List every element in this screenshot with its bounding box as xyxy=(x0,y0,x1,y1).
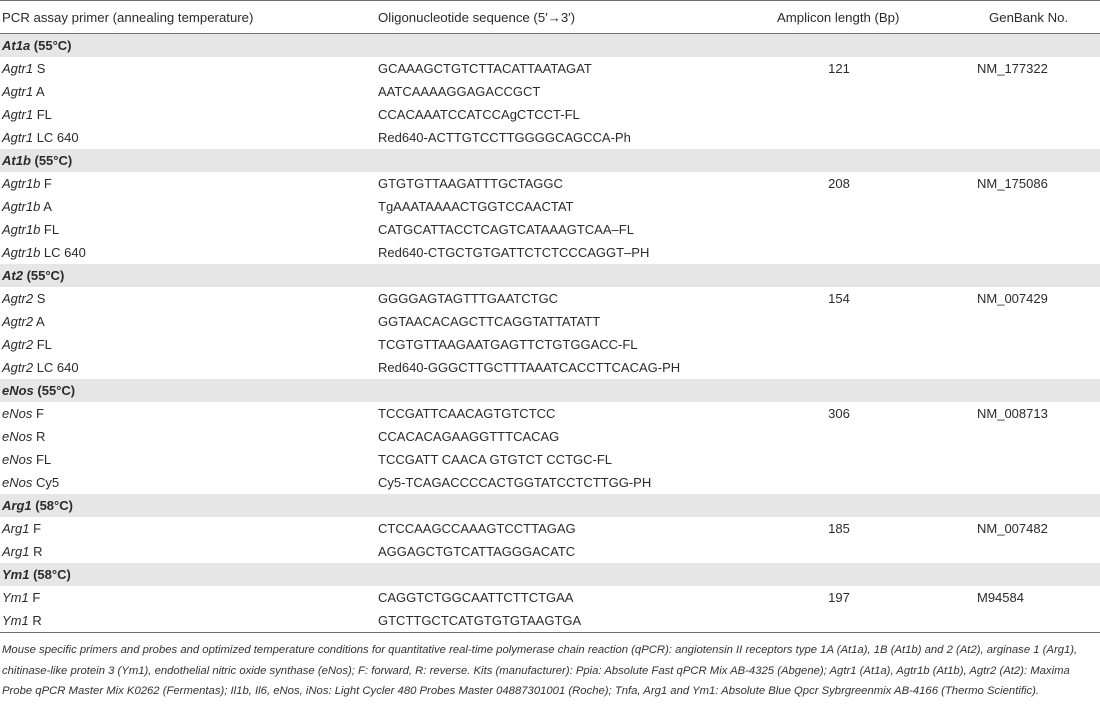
primer-cell xyxy=(0,586,376,609)
primer-type: R xyxy=(28,613,42,628)
amplicon-cell xyxy=(777,356,972,379)
primer-cell xyxy=(0,241,376,264)
primer-cell xyxy=(0,517,376,540)
table-row xyxy=(0,586,1100,609)
group-name: Ym1 xyxy=(2,567,30,582)
genbank-value: NM_007482 xyxy=(977,521,1048,536)
group-name: At1b xyxy=(2,153,31,168)
genbank-cell xyxy=(972,287,1100,310)
gene-name: Agtr2 xyxy=(2,314,34,329)
group-row xyxy=(0,494,1100,517)
primer-cell xyxy=(0,80,376,103)
primer-cell xyxy=(0,402,376,425)
sequence-cell: Red640-ACTTGTCCTTGGGGCAGCCA-Ph xyxy=(378,130,631,145)
table-row xyxy=(0,333,1100,356)
genbank-cell xyxy=(972,57,1100,80)
genbank-value: NM_008713 xyxy=(977,406,1048,421)
sequence-cell: GGTAACACAGCTTCAGGTATTATATT xyxy=(378,314,601,329)
sequence-cell: TCCGATTCAACAGTGTCTCC xyxy=(378,406,556,421)
gene-name: Agtr1b xyxy=(2,199,41,214)
group-label xyxy=(0,494,1100,517)
gene-name: Agtr1 xyxy=(2,84,34,99)
primer-type: LC 640 xyxy=(33,130,79,145)
amplicon-cell xyxy=(777,402,972,425)
genbank-cell xyxy=(972,333,1100,356)
table-row xyxy=(0,80,1100,103)
primer-type: F xyxy=(40,176,52,191)
amplicon-cell xyxy=(777,310,972,333)
table-caption: Mouse specific primers and probes and optimized temperature conditions for quantitative real-time polymerase chain reaction (qPCR): angiotensin II receptors type 1A (At1a), 1B (At1b) and 2 (At2), arginase 1 (Arg1), chitinase-like protein 3 (Ym1), endothelial nitric oxide synthase (eNos); F: forward, R: reverse. Kits (manufacturer): Ppia: Absolute Fast qPCR Mix AB-4325 (Abgene); Agtr1 (At1a), Agtr1b (At1b), Agtr2 (At2): Maxima Probe qPCR Master Mix K0262 (Fermentas); Il1b, Il6, eNos, iNos: Light Cycler 480 Probes Master 04887301001 (Roche); Tnfa, Arg1 and Ym1: Absolute Blue Qpcr Sybrgreenmix AB-4166 (Thermo Scientific). xyxy=(2,644,1078,697)
amplicon-cell xyxy=(777,471,972,494)
genbank-cell xyxy=(972,356,1100,379)
primer-cell xyxy=(0,333,376,356)
table-header xyxy=(0,1,1100,34)
group-name: At1a xyxy=(2,38,31,53)
sequence-cell: GTCTTGCTCATGTGTGTAAGTGA xyxy=(376,609,777,633)
sequence-cell: CTCCAAGCCAAAGTCCTTAGAG xyxy=(378,521,576,536)
group-row xyxy=(0,34,1100,58)
genbank-cell xyxy=(972,471,1100,494)
genbank-cell xyxy=(972,517,1100,540)
primer-cell xyxy=(0,448,376,471)
amplicon-cell xyxy=(777,540,972,563)
table-row xyxy=(0,172,1100,195)
primer-cell xyxy=(0,471,376,494)
primer-cell xyxy=(0,57,376,80)
gene-name: Ym1 xyxy=(2,613,29,628)
gene-name: eNos xyxy=(2,475,33,490)
amplicon-cell xyxy=(777,287,972,310)
primer-cell xyxy=(0,218,376,241)
table-row xyxy=(0,471,1100,494)
genbank-cell xyxy=(972,172,1100,195)
header-genbank: GenBank No. xyxy=(972,1,1100,34)
table-row xyxy=(0,195,1100,218)
amplicon-cell xyxy=(777,126,972,149)
table-row xyxy=(0,609,1100,633)
group-label xyxy=(0,149,1100,172)
group-temperature: (58°C) xyxy=(29,567,71,582)
primer-cell xyxy=(0,287,376,310)
group-label xyxy=(0,379,1100,402)
genbank-value: M94584 xyxy=(977,590,1024,605)
amplicon-cell xyxy=(777,609,972,633)
table-row xyxy=(0,517,1100,540)
amplicon-cell xyxy=(777,103,972,126)
genbank-value: NM_175086 xyxy=(977,176,1048,191)
amplicon-value: 121 xyxy=(828,61,850,76)
sequence-cell: CCACAAATCCATCCAgCTCCT-FL xyxy=(378,107,580,122)
primer-cell xyxy=(0,356,376,379)
primer-cell xyxy=(0,540,376,563)
primer-cell xyxy=(0,310,376,333)
genbank-cell xyxy=(972,80,1100,103)
group-temperature: (58°C) xyxy=(31,498,73,513)
amplicon-value: 154 xyxy=(828,291,850,306)
header-row xyxy=(0,1,1100,34)
primer-type: FL xyxy=(40,222,60,237)
table-row xyxy=(0,241,1100,264)
sequence-cell: TCCGATT CAACA GTGTCT CCTGC-FL xyxy=(378,452,613,467)
genbank-cell xyxy=(972,448,1100,471)
primer-type: FL xyxy=(33,107,52,122)
sequence-cell: AATCAAAAGGAGACCGCT xyxy=(378,84,541,99)
group-temperature: (55°C) xyxy=(30,38,72,53)
gene-name: eNos xyxy=(2,406,33,421)
table-row xyxy=(0,448,1100,471)
genbank-cell xyxy=(972,540,1100,563)
group-label xyxy=(0,264,1100,287)
sequence-cell: AGGAGCTGTCATTAGGGACATC xyxy=(378,544,576,559)
gene-name: Ym1 xyxy=(2,590,29,605)
group-row xyxy=(0,149,1100,172)
table-body xyxy=(0,34,1100,633)
header-sequence: Oligonucleotide sequence (5′→3′) xyxy=(376,1,777,34)
primer-type: LC 640 xyxy=(40,245,86,260)
primer-cell xyxy=(0,172,376,195)
amplicon-cell xyxy=(777,57,972,80)
primer-type: F xyxy=(29,521,42,536)
primer-type: R xyxy=(29,544,43,559)
gene-name: Agtr1 xyxy=(2,61,34,76)
genbank-cell xyxy=(972,586,1100,609)
genbank-cell xyxy=(972,425,1100,448)
header-amplicon: Amplicon length (Bp) xyxy=(777,1,972,34)
genbank-value: NM_177322 xyxy=(977,61,1048,76)
table-row xyxy=(0,126,1100,149)
gene-name: Agtr2 xyxy=(2,337,34,352)
primer-cell xyxy=(0,195,376,218)
amplicon-value: 306 xyxy=(828,406,850,421)
primer-type: A xyxy=(40,199,52,214)
group-row xyxy=(0,563,1100,586)
primer-type: FL xyxy=(32,452,52,467)
genbank-cell xyxy=(972,402,1100,425)
gene-name: eNos xyxy=(2,429,33,444)
gene-name: Agtr2 xyxy=(2,291,34,306)
sequence-cell: Cy5-TCAGACCCCACTGGTATCCTCTTGG-PH xyxy=(378,475,652,490)
group-name: At2 xyxy=(2,268,23,283)
genbank-cell xyxy=(972,241,1100,264)
primer-cell xyxy=(0,425,376,448)
genbank-value: NM_007429 xyxy=(977,291,1048,306)
primer-cell xyxy=(0,103,376,126)
primer-type: S xyxy=(33,291,46,306)
table-row xyxy=(0,425,1100,448)
amplicon-cell xyxy=(777,195,972,218)
sequence-cell: TCGTGTTAAGAATGAGTTCTGTGGACC-FL xyxy=(378,337,638,352)
amplicon-cell xyxy=(777,218,972,241)
primer-type: Cy5 xyxy=(32,475,60,490)
table-row xyxy=(0,310,1100,333)
primer-type: F xyxy=(28,590,41,605)
primer-type: LC 640 xyxy=(33,360,79,375)
group-temperature: (55°C) xyxy=(22,268,65,283)
genbank-cell xyxy=(972,103,1100,126)
table-row xyxy=(0,103,1100,126)
sequence-cell: GGGGAGTAGTTTGAATCTGC xyxy=(378,291,559,306)
gene-name: Agtr1 xyxy=(2,130,34,145)
amplicon-cell xyxy=(777,425,972,448)
primer-type: A xyxy=(33,84,45,99)
table-row xyxy=(0,287,1100,310)
sequence-cell: Red640-GGGCTTGCTTTAAATCACCTTCACAG-PH xyxy=(378,360,681,375)
table-row xyxy=(0,57,1100,80)
primer-type: F xyxy=(32,406,44,421)
group-temperature: (55°C) xyxy=(33,383,76,398)
table-row xyxy=(0,356,1100,379)
group-name: Arg1 xyxy=(2,498,32,513)
primer-type: A xyxy=(33,314,45,329)
sequence-cell: CATGCATTACCTCAGTCATAAAGTCAA–FL xyxy=(378,222,634,237)
sequence-cell: CCACACAGAAGGTTTCACAG xyxy=(378,429,560,444)
amplicon-value: 208 xyxy=(828,176,850,191)
group-label xyxy=(0,563,1100,586)
amplicon-cell xyxy=(777,517,972,540)
primer-type: S xyxy=(33,61,46,76)
amplicon-cell xyxy=(777,448,972,471)
gene-name: Agtr1b xyxy=(2,222,41,237)
amplicon-cell xyxy=(777,80,972,103)
primer-type: FL xyxy=(33,337,52,352)
table-row xyxy=(0,402,1100,425)
primer-type: R xyxy=(32,429,46,444)
genbank-cell xyxy=(972,126,1100,149)
primer-cell xyxy=(0,126,376,149)
primer-cell xyxy=(0,609,376,633)
sequence-cell: Red640-CTGCTGTGATTCTCTCCCAGGT–PH xyxy=(378,245,650,260)
genbank-cell xyxy=(972,195,1100,218)
table-row xyxy=(0,218,1100,241)
group-label xyxy=(0,34,1100,58)
gene-name: Agtr1 xyxy=(2,107,34,122)
group-temperature: (55°C) xyxy=(30,153,73,168)
group-name: eNos xyxy=(2,383,34,398)
genbank-cell xyxy=(972,609,1100,633)
gene-name: Arg1 xyxy=(2,544,30,559)
group-row xyxy=(0,264,1100,287)
amplicon-cell xyxy=(777,333,972,356)
sequence-cell: CAGGTCTGGCAATTCTTCTGAA xyxy=(378,590,574,605)
genbank-cell xyxy=(972,310,1100,333)
amplicon-cell xyxy=(777,586,972,609)
sequence-cell: GTGTGTTAAGATTTGCTAGGC xyxy=(378,176,563,191)
sequence-cell: TgAAATAAAACTGGTCCAACTAT xyxy=(378,199,574,214)
gene-name: Arg1 xyxy=(2,521,30,536)
gene-name: Agtr1b xyxy=(2,176,41,191)
table-row xyxy=(0,540,1100,563)
group-row xyxy=(0,379,1100,402)
gene-name: Agtr1b xyxy=(2,245,41,260)
sequence-cell: GCAAAGCTGTCTTACATTAATAGAT xyxy=(378,61,592,76)
gene-name: eNos xyxy=(2,452,33,467)
genbank-cell xyxy=(972,218,1100,241)
amplicon-value: 185 xyxy=(828,521,850,536)
amplicon-cell xyxy=(777,172,972,195)
header-primer: PCR assay primer (annealing temperature) xyxy=(0,1,376,34)
gene-name: Agtr2 xyxy=(2,360,34,375)
amplicon-value: 197 xyxy=(828,590,850,605)
amplicon-cell xyxy=(777,241,972,264)
